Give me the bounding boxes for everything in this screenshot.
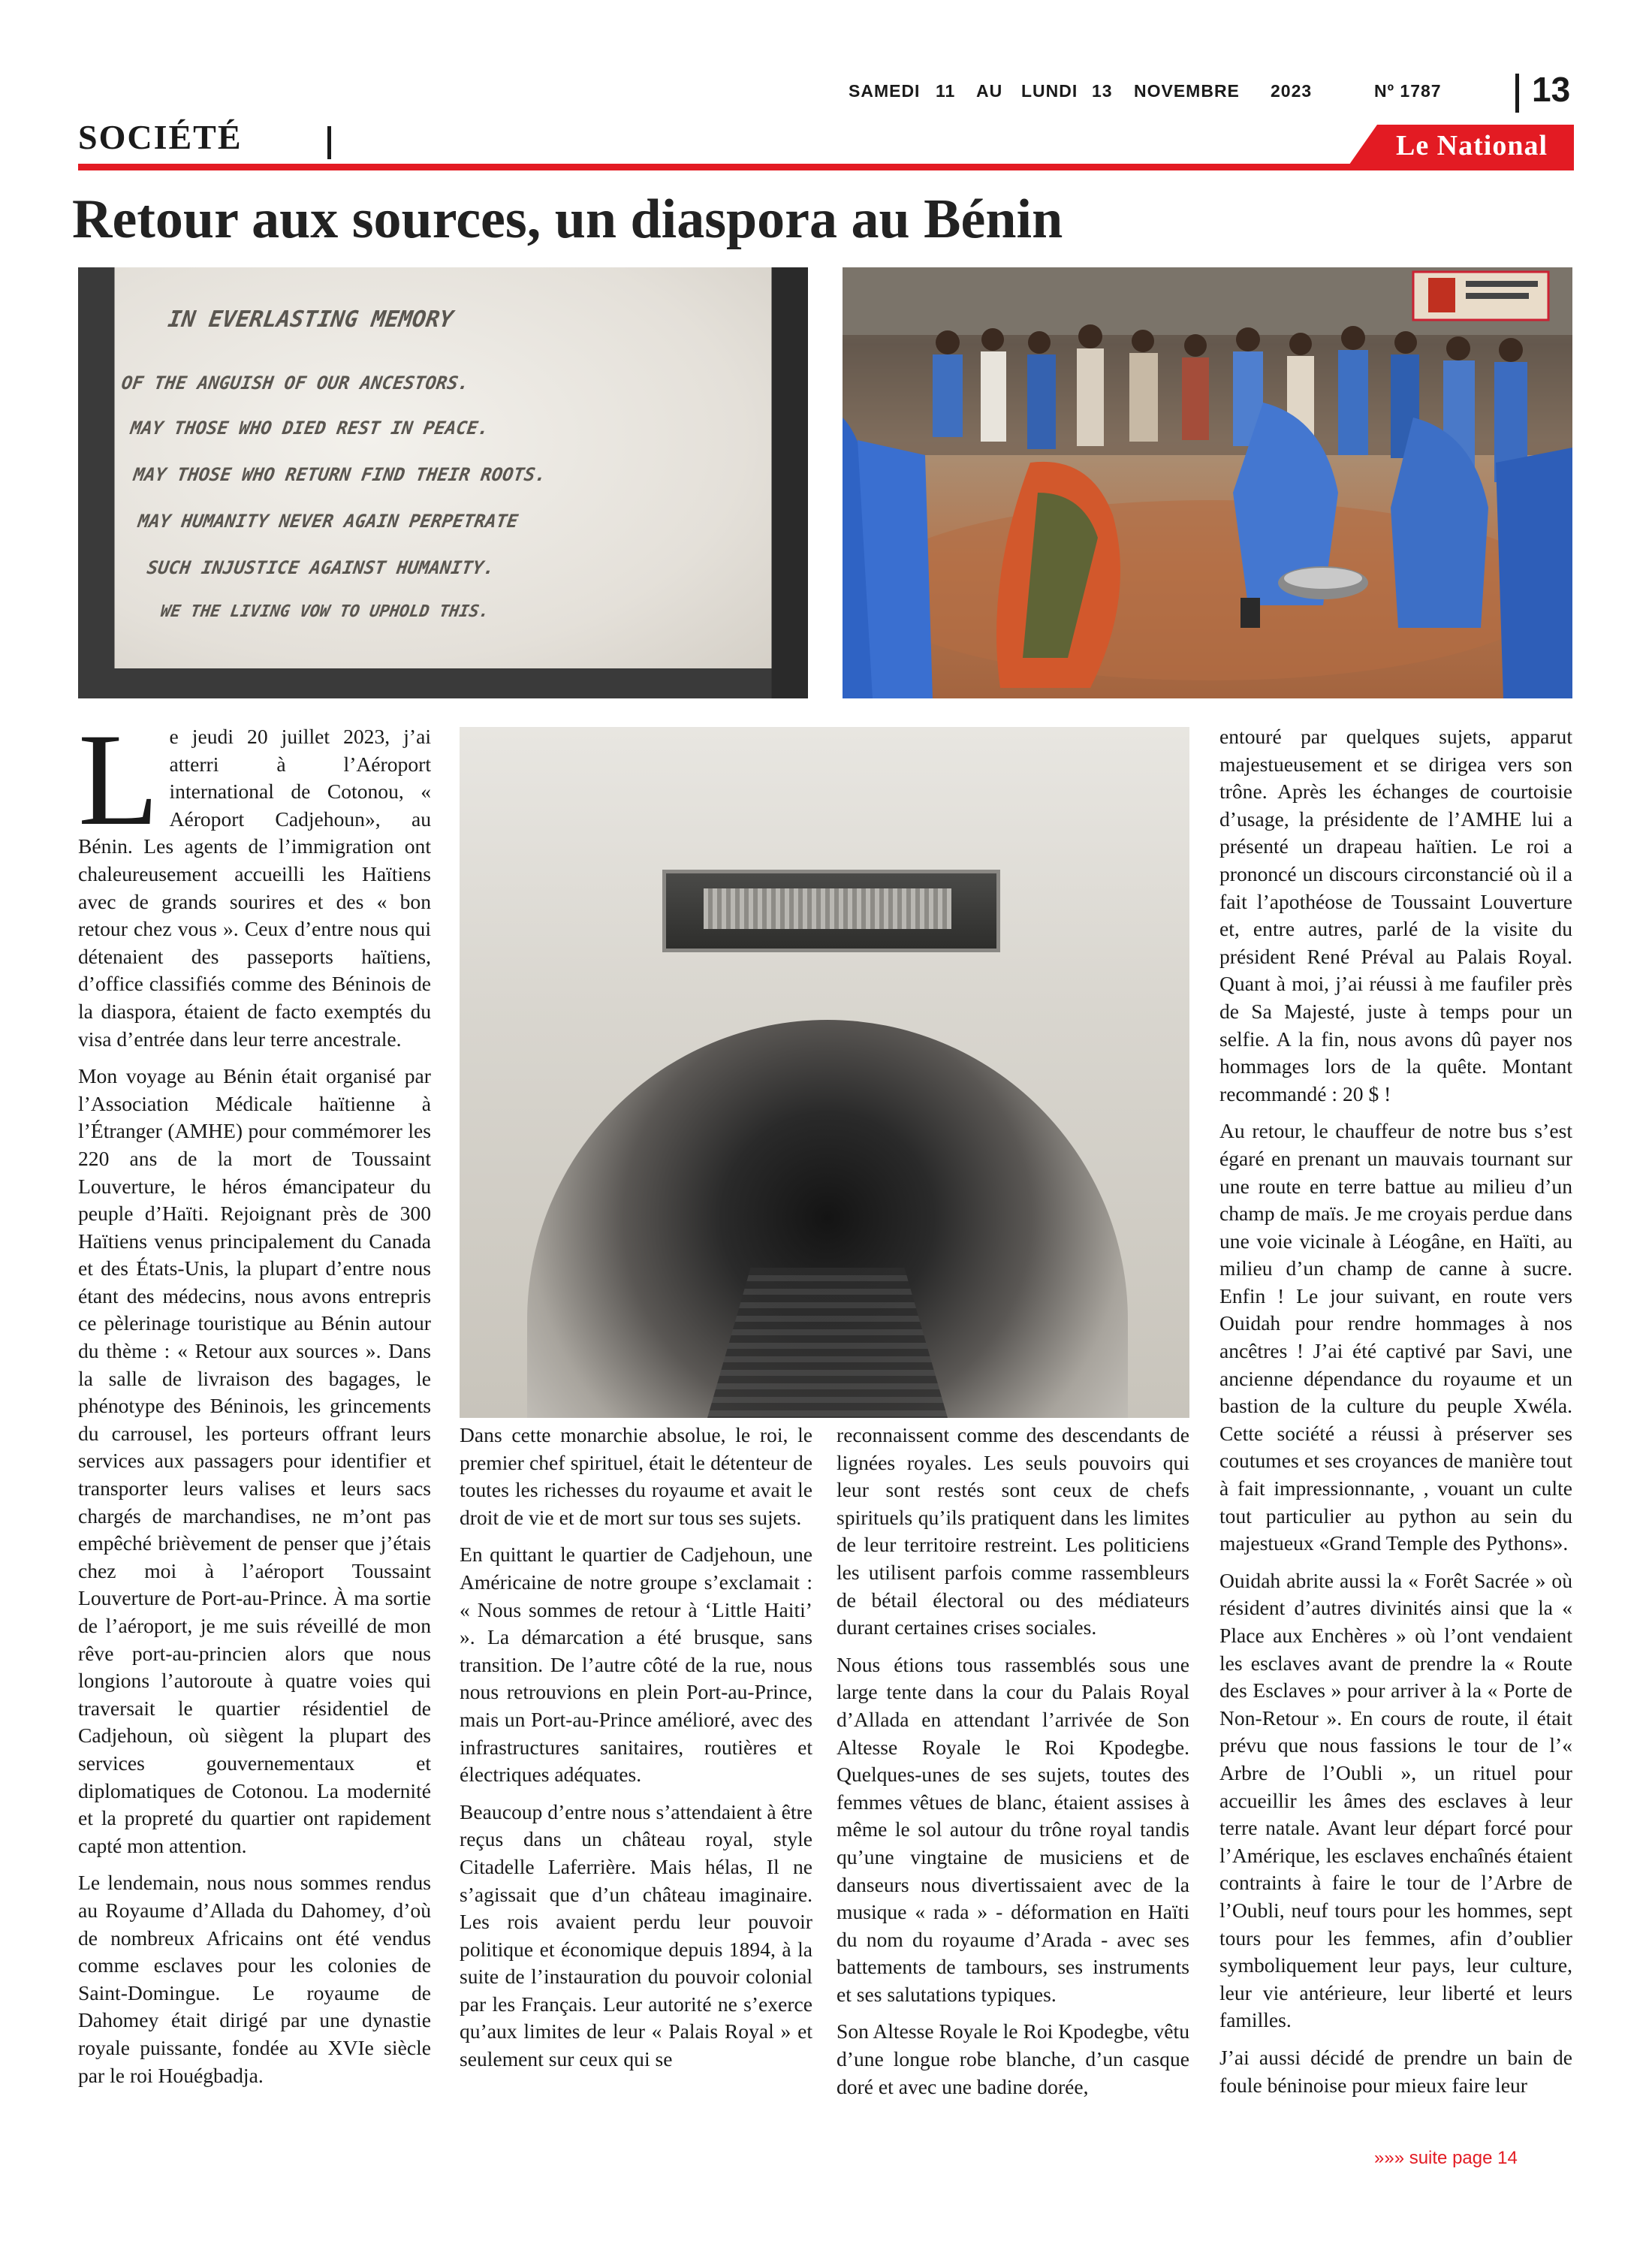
continued-link[interactable]: »»» suite page 14 [1374, 2148, 1518, 2168]
plaque-line: IN EVERLASTING MEMORY [166, 306, 455, 333]
memorial-plaque-photo [78, 267, 808, 698]
article-paragraph: En quittant le quartier de Cadjehoun, une Américaine de notre groupe s’exclamait : « Nous sommes de retour à ‘Little Haiti’ ». La démarcation a été brusque, sans transition. De l’autre côté de la rue, nous nous retrouvions en plein Port-au-Prince, mais un Port-au-Prince amélioré, avec des infrastructures sanitaires, routières et électriques adéquates. [460, 1543, 812, 1787]
date-line [0, 81, 1652, 111]
plaque-line: WE THE LIVING VOW TO UPHOLD THIS. [159, 602, 490, 621]
drop-cap: L [78, 707, 159, 853]
date-word: 11 [936, 81, 956, 101]
dance-ceremony-photo [843, 267, 1572, 698]
issue-number: Nº 1787 [1374, 81, 1442, 101]
date-word: LUNDI [1021, 81, 1078, 101]
article-paragraph: Dans cette monarchie absolue, le roi, le premier chef spirituel, était le détenteur de toutes les richesses du royaume et avait le droit de vie et de mort sur tous ses sujets. [460, 1423, 812, 1529]
wall-sign [662, 870, 1000, 952]
article-column-4 [1219, 723, 1572, 2109]
page-number: 13 [1532, 70, 1571, 109]
brand-name: Le National [1395, 130, 1548, 161]
section-label: SOCIÉTÉ [78, 118, 243, 156]
article-paragraph: Le lendemain, nous nous sommes rendus au Royaume d’Allada du Dahomey, d’où de nombreux Africains ont été vendus comme esclaves pour les colonies de Saint-Domingue. Le royaume de Dahomey était dirigé par une dynastie royale puissante, fondée au XVIe siècle par le roi Houégbadja. [78, 1871, 431, 2087]
article-paragraph: Au retour, le chauffeur de notre bus s’est égaré en prenant un mauvais tournant sur une route en terre battue au milieu d’un champ de maïs. Je me croyais perdue dans une voie vicinale à Léogâne, en Haïti, au milieu d’un champ de canne à sucre. Enfin ! Le jour suivant, en route vers Ouidah pour rendre hommages à nos ancêtres ! J’ai été captivé par Savi, une ancienne dépendance du royaume et un bastion de la culture du peuple Xwéla. Cette société a réussi à préserver ses coutumes et ses croyances de manière tout à fait impressionnante, , vouant un culte tout particulier au python au sein du majestueux «Grand Temple des Pythons». [1219, 1119, 1572, 1555]
date-word: AU [976, 81, 1003, 101]
page-number-divider [1515, 74, 1519, 113]
paragraph-text: e jeudi 20 juillet 2023, j’ai atterri à l’Aéroport international de Cotonou, « Aéroport Cadjehoun», au Bénin. Les agents de l’immigration ont chaleureusement accueilli les Haïtiens avec de grands sourires et des « bon retour chez vous ». Ceux d’entre nous qui détenaient des passeports haïtiens, d’office classifiés comme des Béninois de la diaspora, étaient de facto exemptés du visa d’entrée dans leur terre ancestrale. [78, 725, 431, 1051]
plaque-line: MAY HUMANITY NEVER AGAIN PERPETRATE [137, 511, 520, 532]
article-paragraph: entouré par quelques sujets, apparut majestueusement et se dirigea vers son trône. Après les échanges de courtoisie d’usage, la présidente de l’AMHE lui a présenté un drapeau haïtien. Le roi a prononcé un discours circonstancié où il a fait l’apothéose de Toussaint Louverture et, entre autres, parlé de la visite du président René Préval au Palais Royal. Quant à moi, j’ai réussi à me faufiler près de Sa Majesté, juste à temps pour un selfie. A la fin, nous avons dû payer nos hommages lors de la quête. Montant recommandé : 20 $ ! [1219, 725, 1572, 1105]
article-column-2 [460, 1422, 812, 2083]
date-word: SAMEDI [849, 81, 921, 101]
date-word: 2023 [1271, 81, 1313, 101]
plaque-line: SUCH INJUSTICE AGAINST HUMANITY. [146, 557, 496, 578]
date-word: NOVEMBRE [1134, 81, 1240, 101]
article-paragraph: Son Altesse Royale le Roi Kpodegbe, vêtu d’une longue robe blanche, d’un casque doré et avec une badine dorée, [837, 2019, 1189, 2098]
plaque-inscription [78, 267, 808, 698]
article-paragraph: Beaucoup d’entre nous s’attendaient à être reçus dans un château royal, style Citadelle Laferrière. Mais hélas, Il ne s’agissait que d’un château imaginaire. Les rois avaient perdu leur pouvoir politique et économique depuis 1894, à la suite de l’instauration du pouvoir colonial par les Français. Leur autorité ne s’exerce qu’aux limites de leur « Palais Royal » et seulement sur ceux qui se [460, 1799, 812, 2071]
article-column-3 [837, 1422, 1189, 2110]
article-paragraph [78, 707, 431, 1053]
article-paragraph: reconnaissent comme des descendants de lignées royales. Les seuls pouvoirs qui leur sont restés sont ceux de chefs spirituels qu’ils pratiquent dans les limites de leur territoire restreint. Les politiciens les utilisent parfois comme rassembleurs de bétail électoral ou des médiateurs durant certaines crises sociales. [837, 1423, 1189, 1639]
article-column-1 [78, 707, 431, 2099]
headline: Retour aux sources, un diaspora au Bénin [72, 189, 1063, 250]
dance-ceremony-illustration [843, 267, 1572, 698]
article-paragraph: Ouidah abrite aussi la « Forêt Sacrée » où résident d’autres divinités ainsi que la « Place aux Enchères » où l’ont vendaient les esclaves avant de prendre la « Route des Esclaves » pour arriver à la « Porte de Non-Retour ». En cours de route, il était prévu que nous fassions le tour de l’« Arbre de l’Oubli », un rituel pour accueillir les âmes des esclaves à leur terre natale. Avant leur départ forcé pour l’Amérique, les esclaves enchaînés étaient contraints à faire le tour de l’Arbre de l’Oubli, neuf tours pour les hommes, sept tours pour les femmes, afin d’oublier symboliquement leur pays, leur culture, leur vie antérieure, leur liberté et leurs familles. [1219, 1568, 1572, 2032]
article-paragraph: Mon voyage au Bénin était organisé par l’Association Médicale haïtienne à l’Étranger (AMHE) pour commémorer les 220 ans de la mort de Toussaint Louverture, le héros émancipateur du peuple d’Haïti. Rejoignant près de 300 Haïtiens venus principalement du Canada et des États-Unis, la plupart d’entre nous étant des médecins, nous avons entrepris ce pèlerinage touristique au Bénin autour du thème : « Retour aux sources ». Dans la salle de livraison des bagages, le phénotype des Béninois, les grincements du carrousel, les porteurs offrant leurs services aux passagers pour identifier et transporter leurs valises et leurs sacs chargés de marchandises, ne m’ont pas empêché brièvement de penser que j’étais chez moi à l’aéroport Toussaint Louverture de Port-au-Prince. À ma sortie de l’aéroport, je me suis réveillé de mon rêve port-au-princien alors que nous longions l’autoroute à quatre voies qui traversait le quartier résidentiel de Cadjehoun, où siègent la plupart des services gouvernementaux et diplomatiques de Cotonou. La modernité et la propreté du quartier ont rapidement capté mon attention. [78, 1064, 431, 1857]
tunnel-photo [460, 727, 1189, 1418]
plaque-line: OF THE ANGUISH OF OUR ANCESTORS. [120, 372, 471, 394]
article-paragraph: Nous étions tous rassemblés sous une large tente dans la cour du Palais Royal d’Allada en attendant l’arrivée de Son Altesse Royale le Roi Kpodegbe. Quelques-unes de ses sujets, toutes des femmes vêtues de blanc, étaient assises à même le sol autour du trône royal tandis qu’une vingtaine de musiciens et de danseurs nous divertissaient avec de la musique « rada » - déformation en Haïti du nom du royaume d’Arada - avec ses battements de tambours, ses instruments et ses salutations typiques. [837, 1652, 1189, 2006]
plaque-line: MAY THOSE WHO DIED REST IN PEACE. [129, 418, 490, 439]
section-divider [327, 126, 331, 159]
article-paragraph: J’ai aussi décidé de prendre un bain de foule béninoise pour mieux faire leur [1219, 2045, 1572, 2097]
date-word: 13 [1092, 81, 1113, 101]
plaque-line: MAY THOSE WHO RETURN FIND THEIR ROOTS. [132, 464, 548, 485]
